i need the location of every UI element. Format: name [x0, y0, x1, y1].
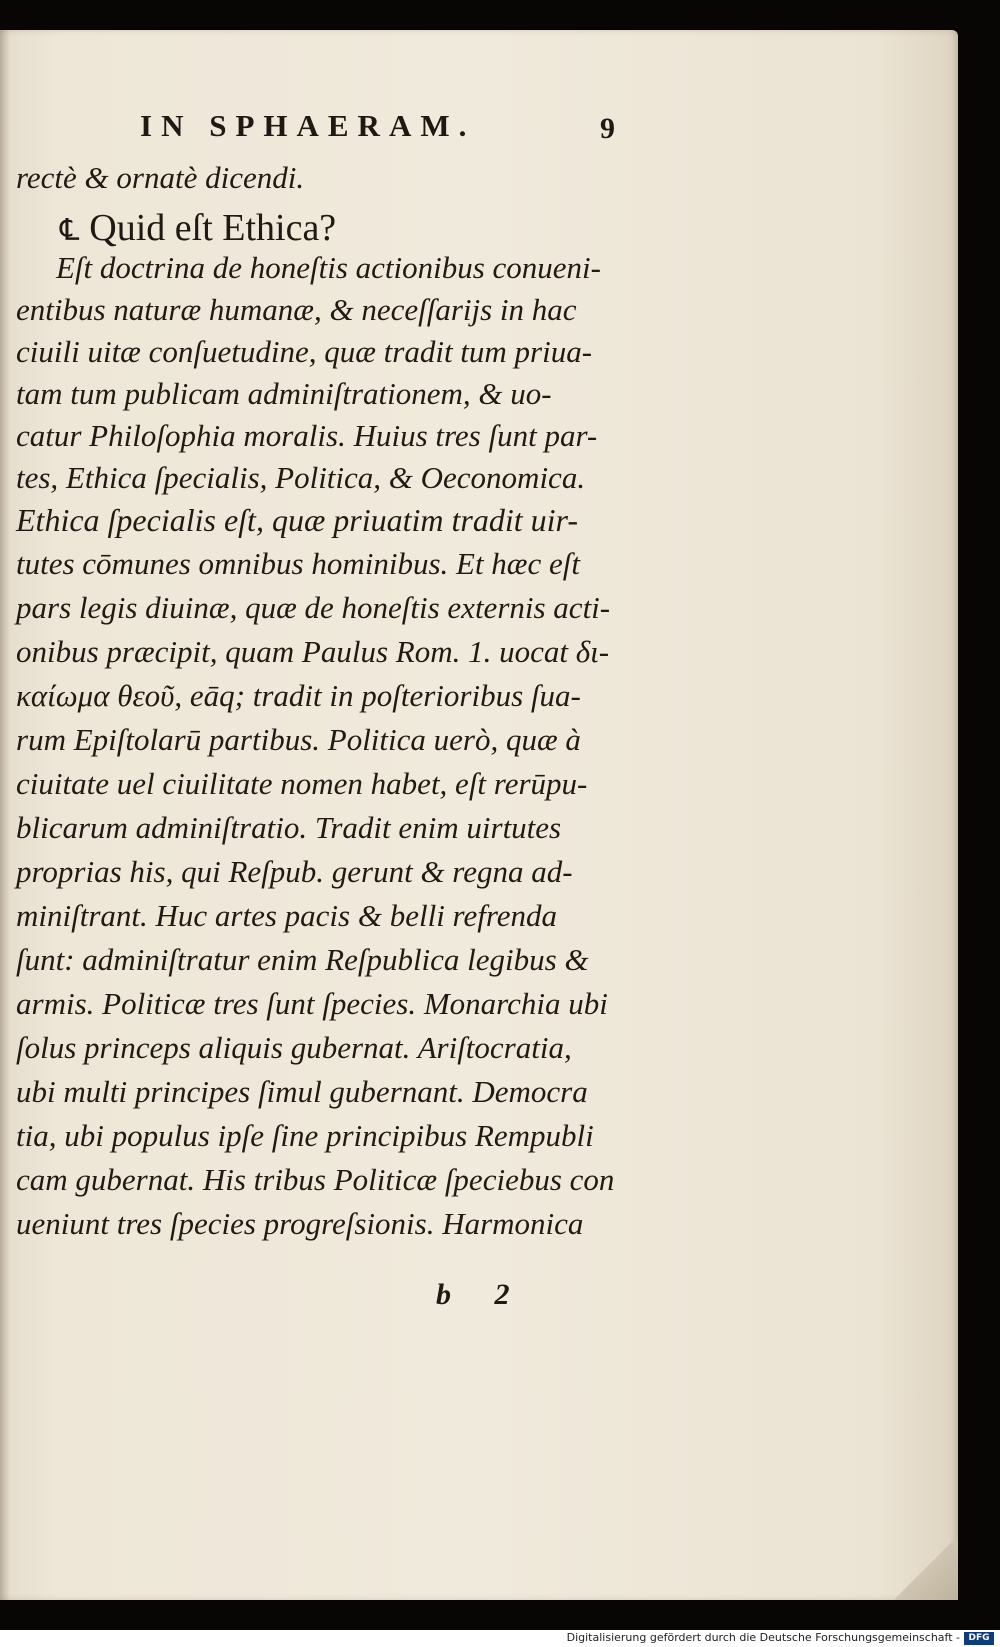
section-heading: [60, 206, 336, 250]
dfg-logo: DFG: [964, 1632, 994, 1645]
text-line: armis. Politicæ tres ſunt ſpecies. Monarchia ubi: [16, 986, 608, 1021]
text-line: rum Epiſtolarū partibus. Politica uerò, quæ à: [16, 722, 581, 757]
text-line: ciuili uitæ conſuetudine, quæ tradit tum priua-: [16, 334, 593, 369]
page-number: 9: [600, 112, 615, 145]
heading-text: Quid eſt Ethica?: [89, 207, 337, 249]
text-line: ueniunt tres ſpecies progreſsionis. Harmonica: [16, 1206, 584, 1241]
text-line: ſunt: adminiſtratur enim Reſpublica legibus &: [16, 942, 589, 977]
text-line: entibus naturæ humanæ, & neceſſarijs in hac: [16, 292, 577, 327]
text-line: tia, ubi populus ipſe ſine principibus Rempubli: [16, 1118, 594, 1153]
footer-credit: Digitalisierung gefördert durch die Deutsche Forschungsgemeinschaft -: [566, 1631, 960, 1644]
text-line: onibus præcipit, quam Paulus Rom. 1. uocat δι-: [16, 634, 610, 669]
text-line: Eſt doctrina de honeſtis actionibus conueni-: [56, 250, 601, 285]
text-line: tutes cōmunes omnibus hominibus. Et hæc eſt: [16, 546, 580, 581]
text-line: catur Philoſophia moralis. Huius tres ſunt par-: [16, 418, 598, 453]
text-line: tes, Ethica ſpecialis, Politica, & Oeconomica.: [16, 460, 586, 495]
text-line: pars legis diuinæ, quæ de honeſtis externis acti-: [16, 590, 611, 625]
text-line: Ethica ſpecialis eſt, quæ priuatim tradit uir-: [16, 502, 578, 538]
text-line: proprias his, qui Reſpub. gerunt & regna ad-: [16, 854, 573, 889]
text-line: ubi multi principes ſimul gubernant. Democra: [16, 1074, 588, 1109]
page-gutter-shadow: [0, 30, 10, 1600]
page-corner-curl: [888, 1540, 958, 1600]
text-line: miniſtrant. Huc artes pacis & belli refrenda: [16, 898, 558, 933]
text-line: ciuitate uel ciuilitate nomen habet, eſt rerūpu-: [16, 766, 588, 801]
signature-mark: b 2: [436, 1278, 528, 1311]
text-line: cam gubernat. His tribus Politicæ ſpeciebus con: [16, 1162, 615, 1197]
text-line: ſolus princeps aliquis gubernat. Ariſtocratia,: [16, 1030, 572, 1065]
paragraph-mark-icon: ℄: [60, 214, 80, 247]
running-head: IN SPHAERAM.: [140, 108, 476, 143]
text-line: tam tum publicam adminiſtrationem, & uo-: [16, 376, 552, 411]
text-line: blicarum adminiſtratio. Tradit enim uirtutes: [16, 810, 562, 845]
text-line: καίωμα θεοῦ, eāq; tradit in poſterioribus ſua-: [16, 678, 581, 713]
text-line: rectè & ornatè dicendi.: [16, 160, 305, 195]
